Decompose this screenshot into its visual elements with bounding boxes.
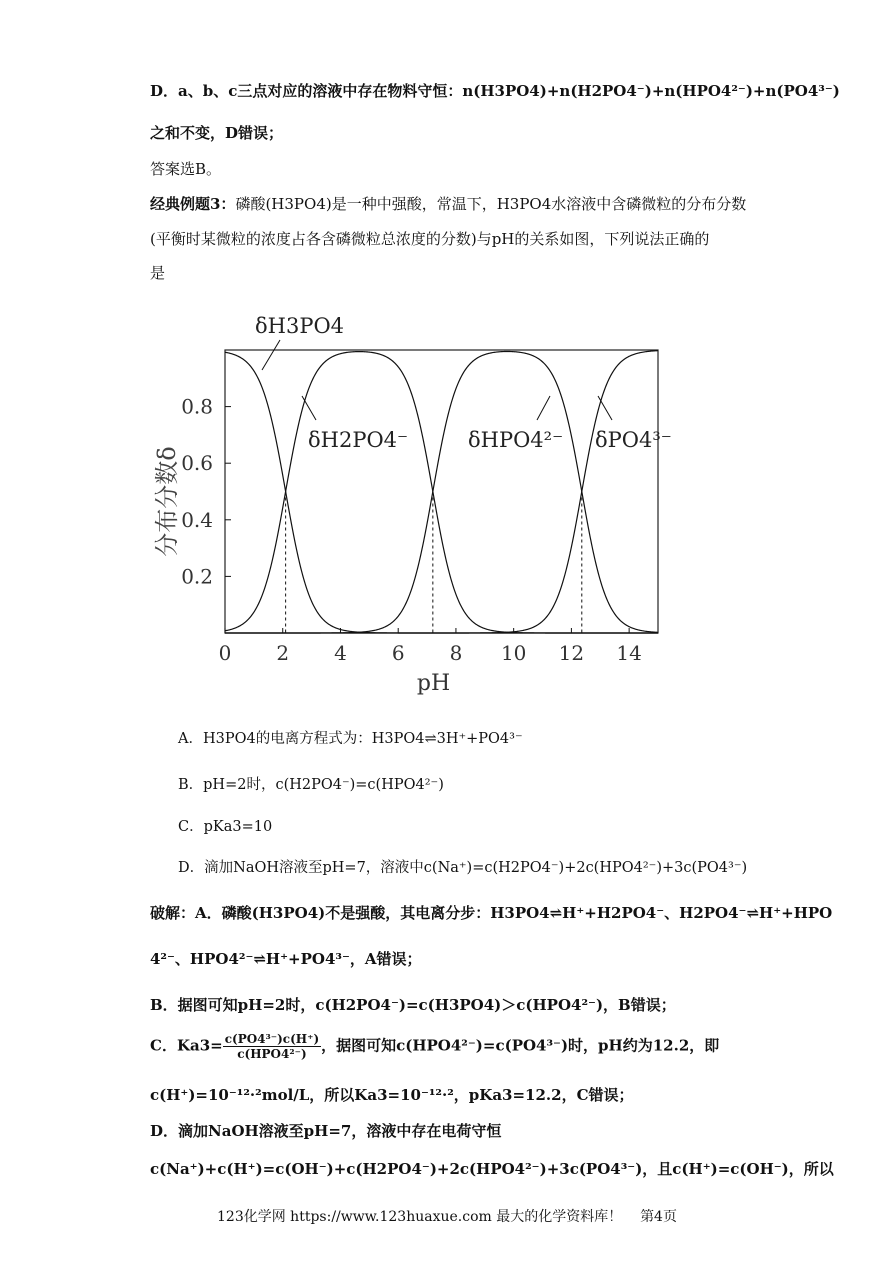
page-number: 第4页 [640, 1209, 677, 1225]
solution-line: c(Na⁺)+c(H⁺)=c(OH⁻)+c(H2PO4⁻)+2c(HPO4²⁻)+3c(PO4³⁻)，且c(H⁺)=c(OH⁻)，所以 [150, 1160, 834, 1178]
series-label: δPO4³⁻ [595, 428, 672, 452]
series-line-0 [225, 352, 658, 633]
plot-frame [225, 350, 658, 633]
option-a: A．H3PO4的电离方程式为：H3PO4⇌3H⁺+PO4³⁻ [178, 731, 523, 747]
example-text: (平衡时某微粒的浓度占各含磷微粒总浓度的分数)与pH的关系如图，下列说法正确的 [150, 230, 710, 248]
x-tick-label: 2 [276, 641, 290, 665]
option-c: C．pKa3=10 [178, 819, 273, 835]
x-tick-label: 4 [334, 641, 347, 665]
solution-line: 破解：A．磷酸(H3PO4)不是强酸，其电离分步：H3PO4⇌H⁺+H2PO4⁻、H2PO4⁻⇌H⁺+HPO [150, 904, 833, 922]
option-b: B．pH=2时，c(H2PO4⁻)=c(HPO4²⁻) [178, 777, 444, 793]
text-line: D．a、b、c三点对应的溶液中存在物料守恒：n(H3PO4)+n(H2PO4⁻)+n(HPO4²⁻)+n(PO4³⁻) [150, 82, 840, 100]
distribution-chart [150, 300, 690, 700]
series-label: δH3PO4 [255, 314, 345, 338]
y-tick-label: 0.4 [181, 507, 213, 532]
example-text: 磷酸(H3PO4)是一种中强酸，常温下，H3PO4水溶液中含磷微粒的分布分数 [235, 195, 747, 213]
ka3-text: ，据图可知c(HPO4²⁻)=c(PO4³⁻)时，pH约为12.2，即 [321, 1036, 720, 1055]
series-label: δHPO4²⁻ [468, 428, 564, 452]
example-text: 是 [150, 264, 166, 282]
example-question [150, 193, 746, 214]
series-line-3 [225, 351, 658, 633]
x-tick-label: 12 [558, 641, 585, 665]
answer-line: 答案选B。 [150, 160, 222, 178]
series-leader-line [537, 396, 550, 420]
series-leader-line [302, 396, 316, 420]
option-d: D．滴加NaOH溶液至pH=7，溶液中c(Na⁺)=c(H2PO4⁻)+2c(HPO4²⁻)+3c(PO4³⁻) [178, 860, 748, 876]
x-tick-label: 14 [616, 641, 642, 665]
solution-line: 4²⁻、HPO4²⁻⇌H⁺+PO4³⁻，A错误； [150, 950, 422, 968]
series-line-1 [225, 352, 658, 633]
example-label: 经典例题3： [150, 195, 236, 213]
x-tick-label: 6 [391, 641, 405, 665]
y-axis-label: 分布分数δ [153, 446, 181, 557]
x-tick-label: 0 [218, 641, 232, 665]
solution-line [150, 1032, 719, 1061]
fraction-denominator: c(HPO4²⁻) [237, 1047, 307, 1061]
solution-line: D．滴加NaOH溶液至pH=7，溶液中存在电荷守恒 [150, 1122, 502, 1140]
series-label: δH2PO4⁻ [308, 428, 409, 452]
page-footer [0, 1206, 894, 1226]
x-tick-label: 10 [500, 641, 527, 665]
series-leader-line [598, 396, 612, 420]
x-tick-label: 8 [449, 641, 463, 665]
ka3-label: C．Ka3= [150, 1036, 223, 1055]
y-tick-label: 0.8 [181, 394, 213, 419]
y-tick-label: 0.6 [181, 451, 213, 476]
series-line-2 [225, 351, 658, 633]
x-axis-label: pH [416, 671, 451, 696]
fraction-numerator: c(PO4³⁻)c(H⁺) [224, 1032, 320, 1046]
solution-line: c(H⁺)=10⁻¹²·²mol/L，所以Ka3=10⁻¹²·²，pKa3=12.2，C错误； [150, 1086, 634, 1104]
series-leader-line [262, 340, 280, 370]
footer-site: 123化学网 https://www.123huaxue.com 最大的化学资料库！ [217, 1209, 623, 1225]
y-tick-label: 0.2 [181, 564, 213, 589]
solution-line: B．据图可知pH=2时，c(H2PO4⁻)=c(H3PO4)＞c(HPO4²⁻)，B错误； [150, 996, 676, 1014]
ka3-fraction [223, 1032, 321, 1061]
text-line: 之和不变，D错误； [150, 124, 284, 142]
